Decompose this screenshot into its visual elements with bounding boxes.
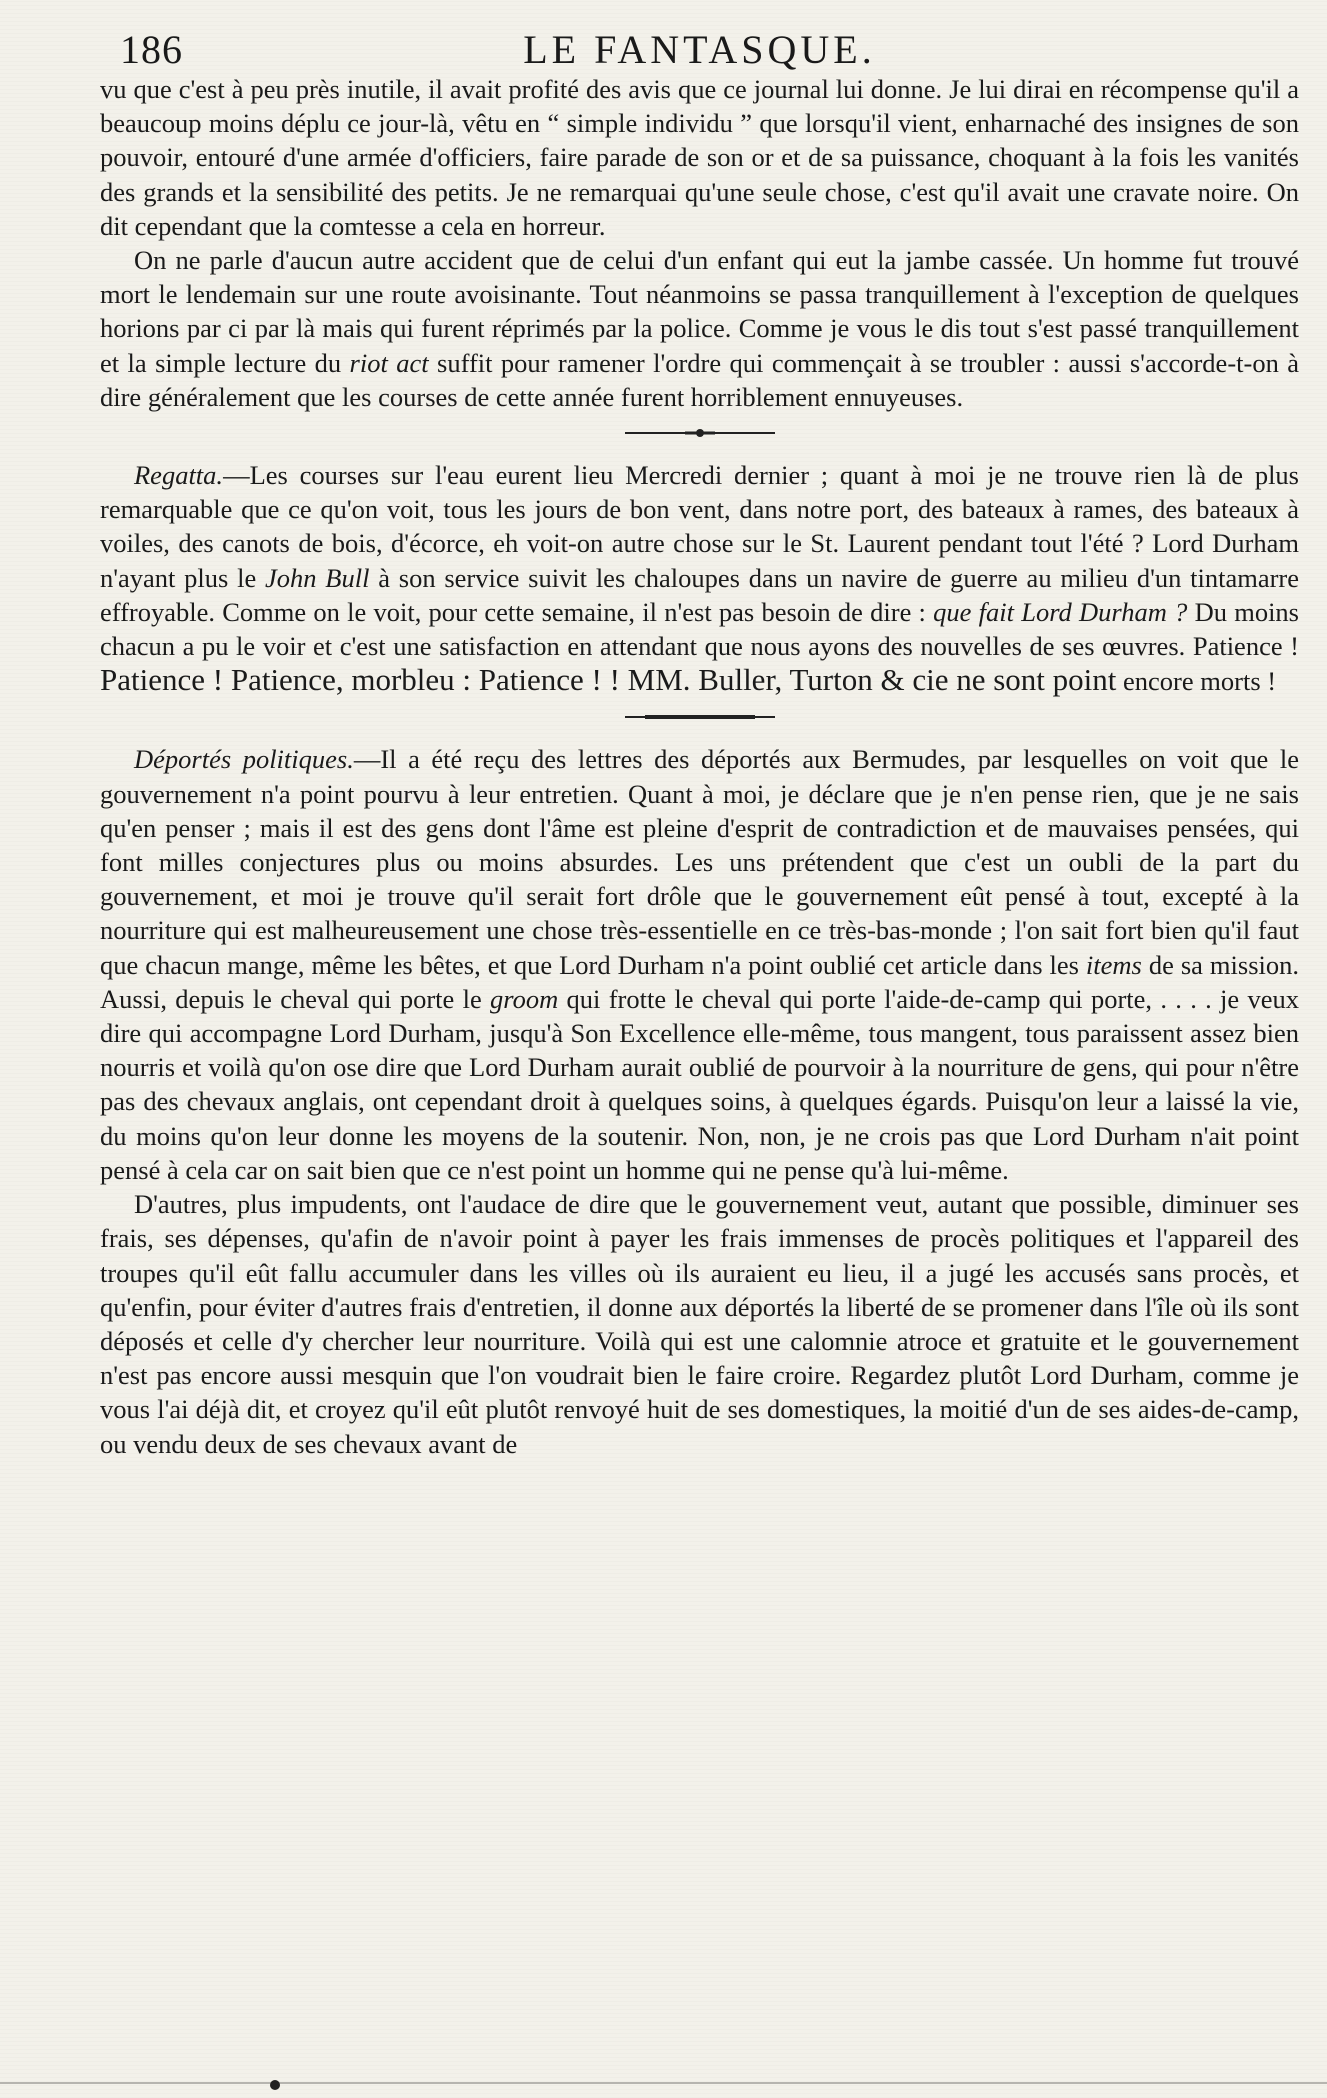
- article-body: [100, 72, 1299, 1461]
- section-lead-regatta: Regatta.: [134, 460, 224, 491]
- paragraph-autres: D'autres, plus impudents, ont l'audace de dire que le gouvernement veut, autant que possible, diminuer ses frais, ses dépenses, qu'afin de n'avoir point à payer les frais immenses de procès politiques et l'appareil des troupes qu'il eût fallu accumuler dans les villes où ils auraient eu lieu, il a jugé les accusés sans procès, et qu'enfin, pour éviter d'autres frais d'entretien, il donne aux déportés la liberté de se promener dans l'île où ils sont déposés et celle d'y chercher leur nourriture. Voilà qui est une calomnie atroce et gratuite et le gouvernement n'est pas encore aussi mesquin que l'on voudrait bien le faire croire. Regardez plutôt Lord Durham, comme je vous l'ai déjà dit, et croyez qu'il eût plutôt renvoyé huit de ses domestiques, la moitié d'un de ses aides-de-camp, ou vendu deux de ses chevaux avant de: [100, 1189, 1299, 1459]
- section-lead-deportes: Déportés politiques.: [134, 744, 354, 775]
- running-title: LE FANTASQUE.: [523, 27, 876, 72]
- paragraph-deportes: [100, 742, 1299, 1187]
- text-run: —Les courses sur l'eau eurent lieu Mercredi dernier ; quant à moi je ne trouve rien là de plus remarquable que ce qu'on voit, tous les jours de bon vent, dans notre port, des bateaux à rames, des bateaux à voiles, des canots de bois, d'écorce, eh voit-on autre chose sur le St. Laurent pendant tout l'été ? Lord Durham n'ayant plus le: [100, 460, 1299, 593]
- text-run: de sa mission. Aussi, depuis le cheval qui porte le: [100, 949, 1299, 1014]
- text-run: suffit pour ramener l'ordre qui commençait à se troubler : aussi s'accorde-t-on à dire généralement que les courses de cette année furent horriblement ennuyeuses.: [100, 347, 1299, 412]
- emphasis-groom: groom: [490, 983, 559, 1014]
- large-type-patience: Patience ! Patience, morbleu : Patience ! ! MM. Buller, Turton & cie ne sont point: [100, 662, 1117, 698]
- page-bottom-rule: [0, 2082, 1327, 2084]
- paragraph-accidents: [100, 243, 1299, 414]
- text-run: Du moins chacun a pu le voir et c'est une satisfaction en attendant que nous ayons des nouvelles de ses œuvres. Patience !: [100, 596, 1299, 662]
- emphasis-john-bull: John Bull: [265, 562, 370, 593]
- paragraph-regatta: [100, 458, 1299, 698]
- paragraph-continued: vu que c'est à peu près inutile, il avait profité des avis que ce journal lui donne. Je lui dirai en récompense qu'il a beaucoup moins déplu ce jour-là, vêtu en “ simple individu ” que lorsqu'il vient, enharnaché des insignes de son pouvoir, entouré d'une armée d'officiers, faire parade de son or et de sa puissance, choquant à la fois les vanités des grands et la sensibilité des petits. Je ne remarquai qu'une seule chose, c'est qu'il avait une cravate noire. On dit cependant que la comtesse a cela en horreur.: [100, 74, 1299, 241]
- text-run: On ne parle d'aucun autre accident que de celui d'un enfant qui eut la jambe cassée. Un homme fut trouvé mort le lendemain sur une route avoisinante. Tout néanmoins se passa tranquillement à l'exception de quelques horions par ci par là mais qui furent réprimés par la police. Comme je vous le dis tout s'est passé tranquillement et la simple lecture du: [100, 245, 1299, 378]
- page-header: [100, 28, 1299, 72]
- emphasis-riot-act: riot act: [349, 347, 429, 378]
- emphasis-que-fait: que fait Lord Durham ?: [933, 596, 1188, 627]
- section-separator-ornament: [625, 422, 775, 444]
- text-run: encore morts !: [1116, 666, 1277, 697]
- text-run: —Il a été reçu des lettres des déportés aux Bermudes, par lesquelles on voit que le gouvernement n'a point pourvu à leur entretien. Quant à moi, je déclare que je n'en pense rien, que je ne sais qu'en penser ; mais il est des gens dont l'âme est pleine d'esprit de contradiction et de mauvaises pensées, qui font milles conjectures plus ou moins absurdes. Les uns prétendent que c'est un oubli de la part du gouvernement, et moi je trouve qu'il serait fort drôle que le gouvernement eût pensé à tout, excepté à la nourriture qui est malheureusement une chose très-essentielle en ce très-bas-monde ; l'on sait fort bien qu'il faut que chacun mange, même les bêtes, et que Lord Durham n'a point oublié cet article dans les: [100, 744, 1299, 980]
- text-run: qui frotte le cheval qui porte l'aide-de-camp qui porte, . . . . je veux dire qui accompagne Lord Durham, jusqu'à Son Excellence elle-même, tous mangent, tous paraissent assez bien nourris et voilà qu'on ose dire que Lord Durham aurait oublié de pourvoir à la nourriture de gens, qui pour n'être pas des chevaux anglais, ont cependant droit à quelques soins, à quelques égards. Puisqu'on leur a laissé la vie, du moins qu'on leur donne les moyens de la soutenir. Non, non, je ne crois pas que Lord Durham n'ait point pensé à cela car on sait bien que ce n'est point un homme qui ne pense qu'à lui-même.: [100, 983, 1299, 1185]
- section-separator-ornament: [625, 706, 775, 728]
- page-number: 186: [120, 27, 183, 72]
- text-run: à son service suivit les chaloupes dans un navire de guerre au milieu d'un tintamarre effroyable. Comme on le voit, pour cette semaine, il n'est pas besoin de dire :: [100, 562, 1299, 627]
- ink-dot: [270, 2080, 280, 2090]
- emphasis-items: items: [1085, 949, 1142, 980]
